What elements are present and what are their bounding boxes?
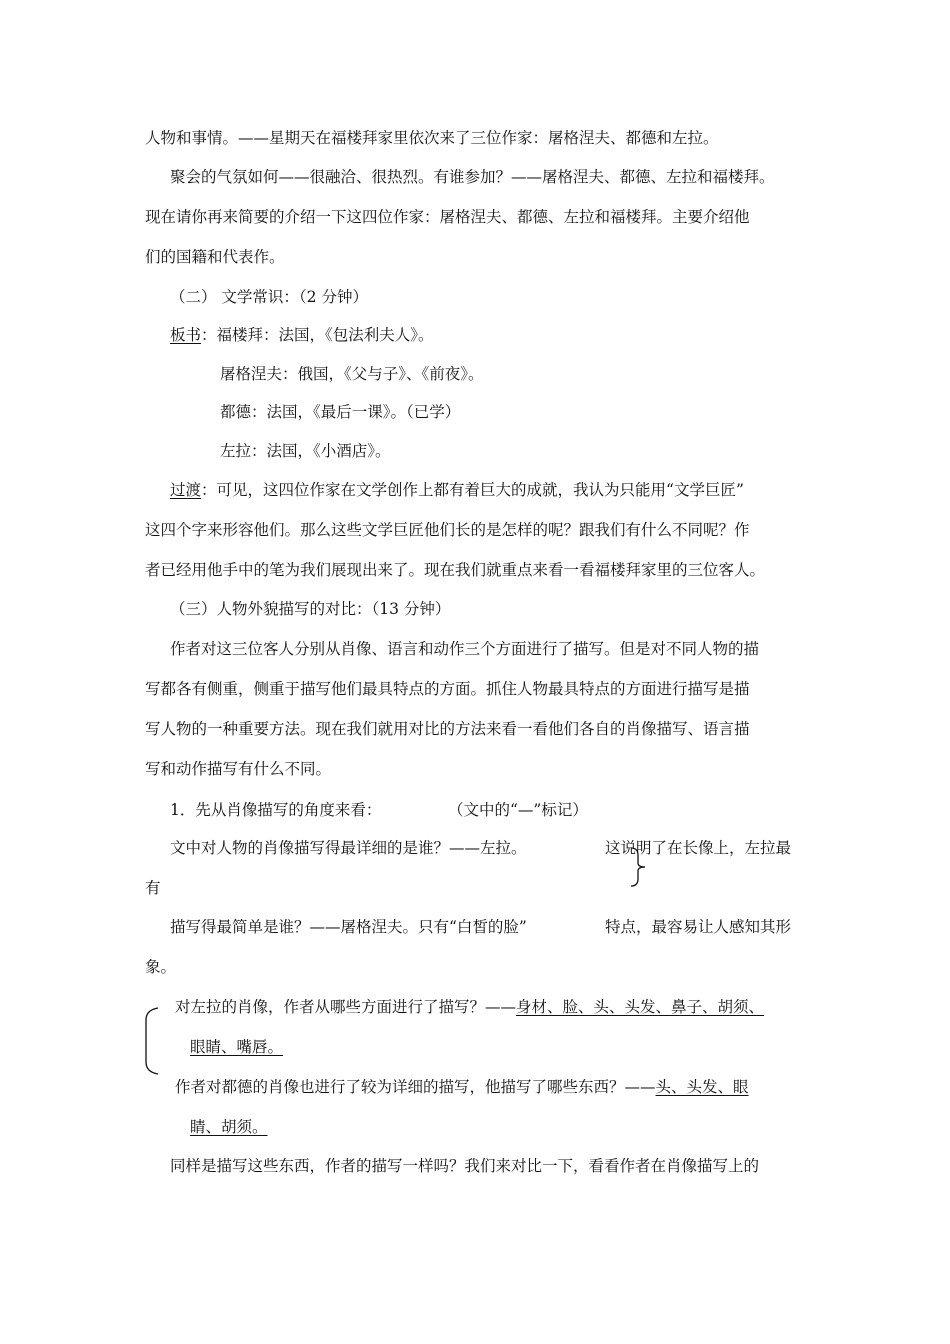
board-notes-line: 屠格涅夫：俄国，《父与子》、《前夜》。 [220,365,484,383]
question-text: 对左拉的肖像，作者从哪些方面进行了描写？—— [175,998,517,1016]
answer-note: 特点，最容易让人感知其形 [605,918,792,936]
board-notes-line: 都德：法国，《最后一课》。（已学） [220,403,461,421]
section-heading: （二） 文学常识：（2 分钟） [170,288,368,306]
question-line [175,997,764,1017]
paragraph-line: 们的国籍和代表作。 [145,248,285,266]
annotation-note: （文中的“—”标记） [448,801,588,819]
answer-underlined: 眼睛、嘴唇。 [190,1038,284,1056]
question-text: 作者对都德的肖像也进行了较为详细的描写，他描写了哪些东西？—— [175,1078,656,1096]
paragraph-line: 现在请你再来简要的介绍一下这四位作家：屠格涅夫、都德、左拉和福楼拜。主要介绍他 [145,208,750,226]
paragraph-line: 有 [145,879,161,897]
left-brace-icon [140,1006,162,1076]
paragraph-line: 写和动作描写有什么不同。 [145,760,332,778]
answer-underlined: 睛、胡须。 [190,1118,268,1136]
right-brace-icon [628,846,650,888]
board-notes-label: 板书 [170,326,202,344]
paragraph-line: 象。 [145,958,177,976]
board-notes-line [170,325,434,345]
question-line: 文中对人物的肖像描写得最详细的是谁？——左拉。 [170,839,527,857]
section-heading: （三）人物外貌描写的对比：（13 分钟） [170,600,451,618]
paragraph-line: 聚会的气氛如何——很融洽、很热烈。有谁参加？——屠格涅夫、都德、左拉和福楼拜。 [170,168,775,186]
board-notes-text: ：福楼拜：法国，《包法利夫人》。 [201,326,434,344]
answer-note: 这说明了在长像上，左拉最 [605,839,792,857]
subsection-heading: 1．先从肖像描写的角度来看： [170,801,382,819]
paragraph-line: 人物和事情。——星期天在福楼拜家里依次来了三位作家：屠格涅夫、都德和左拉。 [145,129,719,147]
question-line: 描写得最简单是谁？——屠格涅夫。只有“白皙的脸” [170,918,527,936]
question-line [175,1077,749,1097]
transition-line [170,480,744,500]
transition-text: ：可见，这四位作家在文学创作上都有着巨大的成就，我认为只能用“文学巨匠” [201,481,744,499]
paragraph-line: 这四个字来形容他们。那么这些文学巨匠他们长的是怎样的呢？跟我们有什么不同呢？作 [145,521,750,539]
answer-underlined: 头、头发、眼 [655,1078,749,1096]
paragraph-line: 者已经用他手中的笔为我们展现出来了。现在我们就重点来看一看福楼拜家里的三位客人。 [145,561,766,579]
paragraph-line: 写人物的一种重要方法。现在我们就用对比的方法来看一看他们各自的肖像描写、语言描 [145,720,750,738]
board-notes-line: 左拉：法国，《小酒店》。 [220,442,391,460]
transition-label: 过渡 [170,481,202,499]
paragraph-line: 作者对这三位客人分别从肖像、语言和动作三个方面进行了描写。但是对不同人物的描 [170,640,760,658]
answer-underlined: 身材、脸、头、头发、鼻子、胡须、 [516,998,765,1016]
paragraph-line: 同样是描写这些东西，作者的描写一样吗？我们来对比一下，看看作者在肖像描写上的 [170,1157,760,1175]
paragraph-line: 写都各有侧重，侧重于描写他们最具特点的方面。抓住人物最具特点的方面进行描写是描 [145,680,750,698]
